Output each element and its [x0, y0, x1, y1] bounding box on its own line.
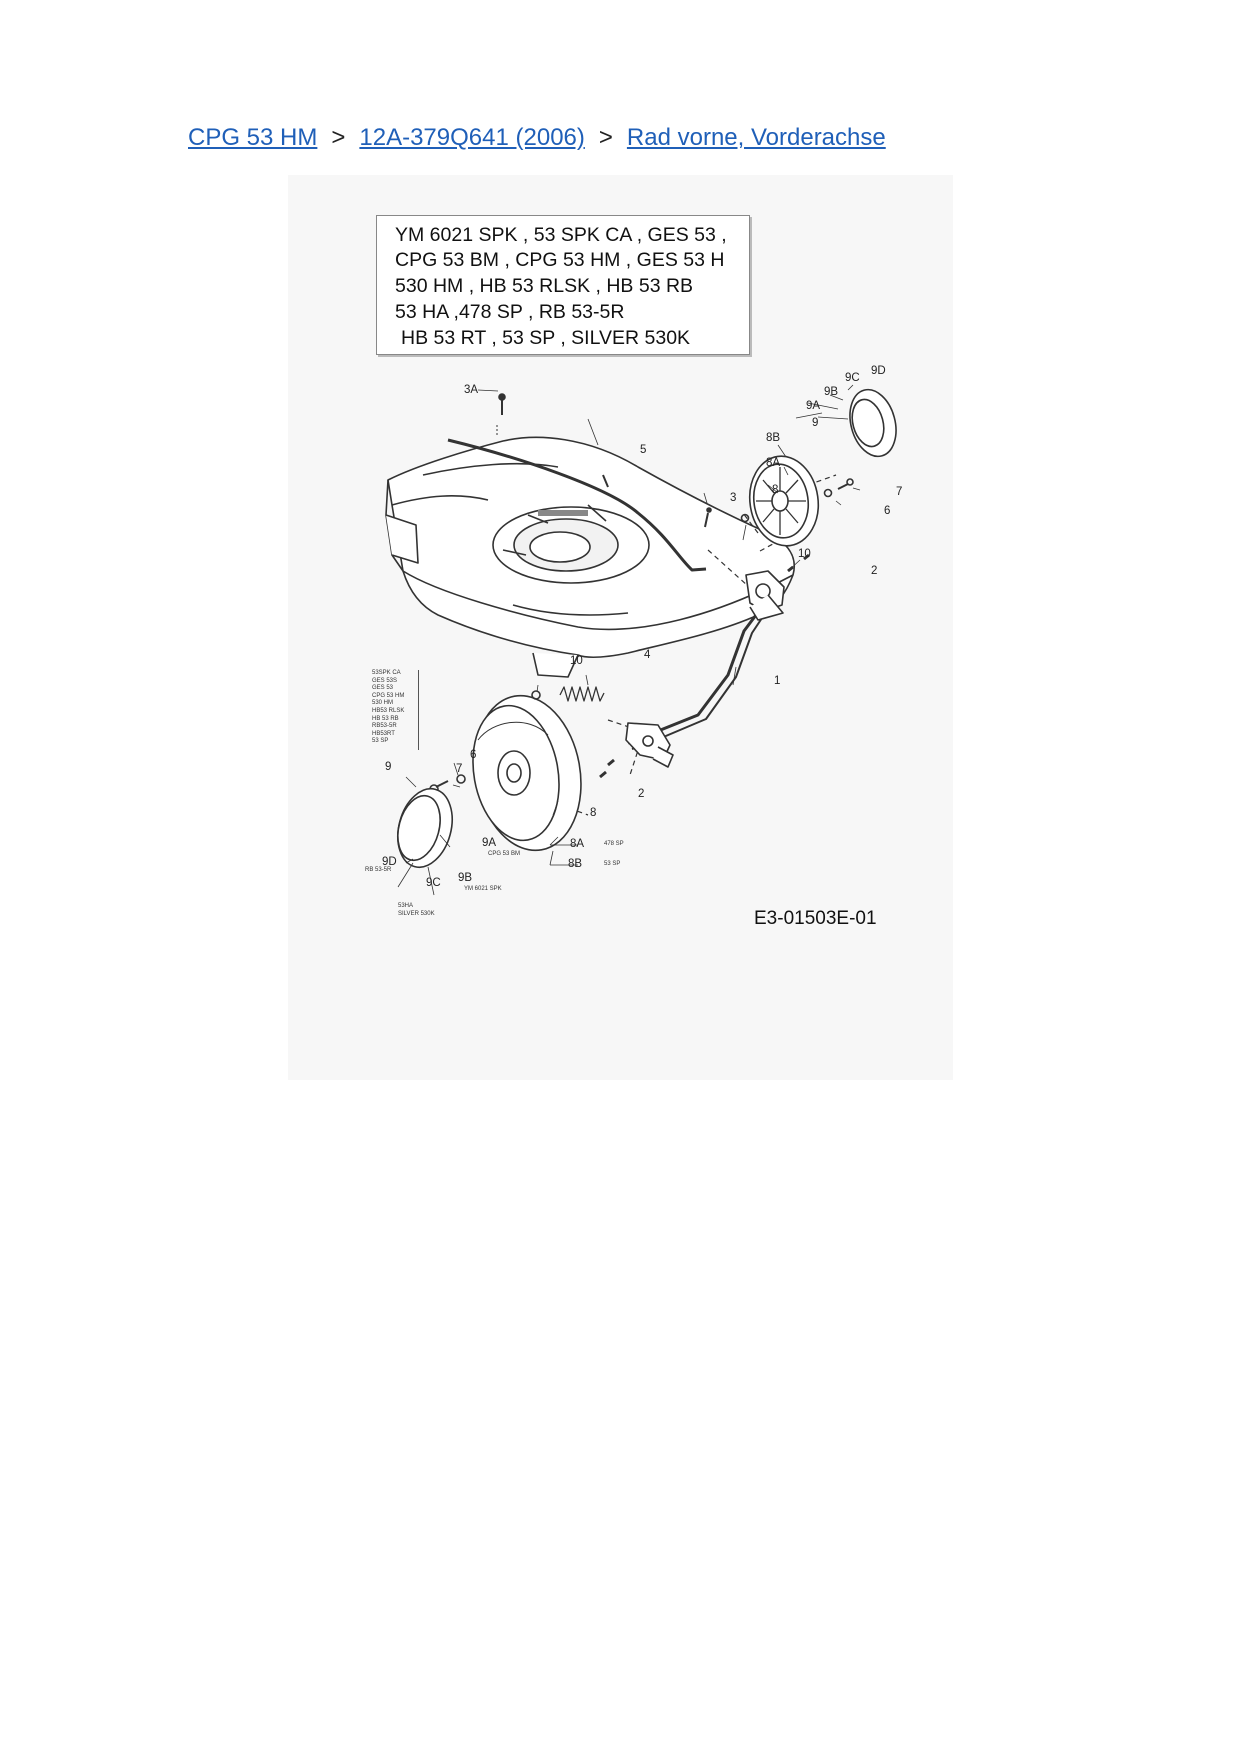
- part-label: 3: [730, 492, 737, 504]
- part-label: 6: [884, 505, 891, 517]
- part-label: 9C: [426, 877, 441, 889]
- variant-note: 478 SP: [604, 841, 624, 847]
- variant-note: RB 53-5R: [365, 867, 392, 873]
- part-label: 8A: [766, 457, 781, 469]
- part-label: 10: [798, 548, 811, 560]
- part-label: 7: [456, 763, 463, 775]
- small-model-item: HB53RT: [372, 730, 395, 737]
- variant-note: CPG 53 BM: [488, 851, 521, 857]
- variant-note: SILVER 530K: [398, 911, 435, 917]
- small-model-item: HB 53 RB: [372, 715, 399, 722]
- part-label: 2: [871, 565, 878, 577]
- exploded-parts-diagram: [288, 175, 953, 1080]
- small-model-item: GES 53: [372, 685, 394, 692]
- part-label: 7: [896, 486, 903, 498]
- drawing-code: E3-01503E-01: [754, 908, 877, 929]
- part-label: 9A: [482, 837, 497, 849]
- compatible-models-box: [376, 215, 750, 355]
- part-label: 9: [812, 417, 819, 429]
- part-label: 5: [640, 444, 647, 456]
- model-line: 53 HA ,478 SP , RB 53-5R: [395, 301, 625, 323]
- part-label: 9D: [871, 365, 886, 377]
- part-label: 9D: [382, 856, 397, 868]
- part-label: 9A: [806, 400, 821, 412]
- part-label: 8: [590, 807, 597, 819]
- breadcrumb-link-model[interactable]: CPG 53 HM: [188, 124, 318, 151]
- part-label: 8A: [570, 838, 585, 850]
- breadcrumb-separator: >: [598, 124, 613, 151]
- breadcrumb-link-serial[interactable]: 12A-379Q641 (2006): [359, 124, 585, 151]
- part-label: 6: [470, 749, 477, 761]
- model-line: CPG 53 BM , CPG 53 HM , GES 53 H: [395, 249, 725, 271]
- small-model-item: 53SPK CA: [372, 670, 401, 676]
- small-model-item: GES 53S: [372, 677, 398, 684]
- part-label: 9B: [824, 386, 839, 398]
- part-label: 8B: [568, 858, 583, 870]
- part-label: 4: [644, 649, 651, 661]
- part-label: 9: [385, 761, 392, 773]
- small-model-item: CPG 53 HM: [372, 692, 405, 699]
- variant-note: YM 6021 SPK: [464, 886, 502, 892]
- small-model-item: RB53-5R: [372, 723, 397, 730]
- part-label: 2: [638, 788, 645, 800]
- breadcrumb-separator: >: [331, 124, 346, 151]
- small-model-item: 530 HM: [372, 700, 394, 707]
- model-line: 530 HM , HB 53 RLSK , HB 53 RB: [395, 275, 694, 297]
- breadcrumb-link-section[interactable]: Rad vorne, Vorderachse: [626, 124, 886, 151]
- part-label: 3A: [464, 384, 479, 396]
- part-label: 8B: [766, 432, 781, 444]
- part-label: 10: [570, 655, 583, 667]
- part-label: 9C: [845, 372, 860, 384]
- breadcrumb: [188, 124, 886, 152]
- variant-note: 53 SP: [604, 861, 621, 867]
- small-model-item: 53 SP: [372, 738, 389, 745]
- small-model-list: [372, 670, 404, 746]
- part-label: 1: [774, 675, 781, 687]
- part-label: 9B: [458, 872, 473, 884]
- model-line: HB 53 RT , 53 SP , SILVER 530K: [401, 327, 691, 349]
- model-line: YM 6021 SPK , 53 SPK CA , GES 53 ,: [395, 224, 727, 246]
- variant-note: 53HA: [398, 903, 414, 909]
- part-label: 8: [772, 484, 779, 496]
- small-model-item: HB53 RLSK: [372, 707, 405, 714]
